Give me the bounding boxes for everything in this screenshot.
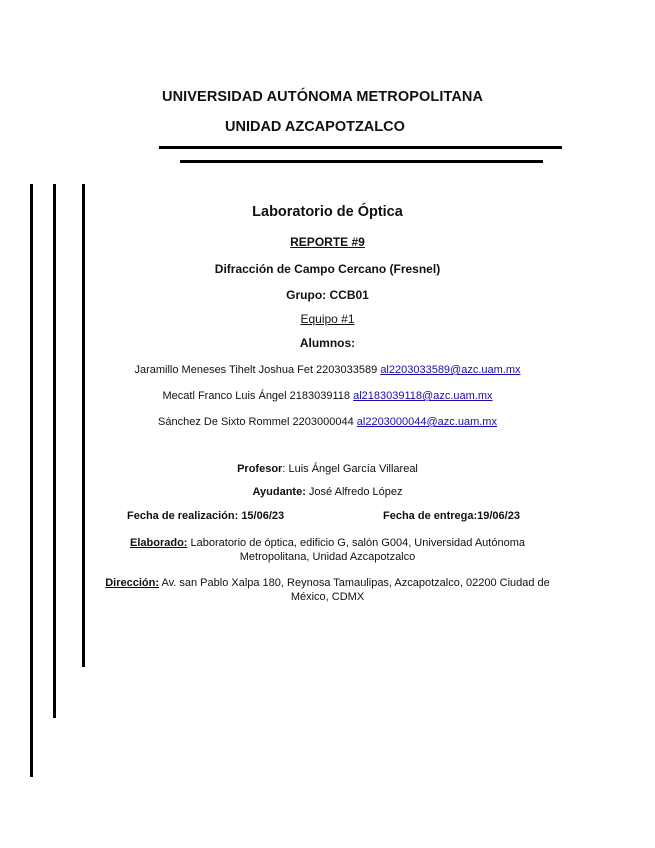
header-rule-bottom xyxy=(180,160,543,163)
team-label: Equipo #1 xyxy=(300,312,355,326)
lab-title: Laboratorio de Óptica xyxy=(252,204,403,220)
student-row xyxy=(0,416,655,428)
university-name: UNIVERSIDAD AUTÓNOMA METROPOLITANA xyxy=(162,89,484,105)
student-email-link[interactable]: al2203000044@azc.uam.mx xyxy=(356,416,497,428)
professor-label: Profesor xyxy=(237,463,283,475)
group-label: Grupo: CCB01 xyxy=(286,288,369,302)
professor-name: : Luis Ángel García Villareal xyxy=(282,463,418,475)
delivery-date: Fecha de entrega:19/06/23 xyxy=(383,510,520,522)
header-rule-top xyxy=(159,146,562,149)
assistant-line xyxy=(0,486,655,498)
address-text: Av. san Pablo Xalpa 180, Reynosa Tamaulipas, Azcapotzalco, 02200 Ciudad de México, CDMX xyxy=(159,577,550,603)
elaborated-paragraph xyxy=(95,537,560,564)
student-email-link[interactable]: al2183039118@azc.uam.mx xyxy=(353,390,493,402)
realization-date: Fecha de realización: 15/06/23 xyxy=(127,510,285,522)
student-name: Jaramillo Meneses Tihelt Joshua Fet 2203033589 xyxy=(134,364,378,376)
students-heading: Alumnos: xyxy=(299,336,356,350)
assistant-name: José Alfredo López xyxy=(305,486,403,498)
student-row xyxy=(0,364,655,376)
elaborated-label: Elaborado: xyxy=(130,537,188,549)
assistant-label: Ayudante: xyxy=(252,486,306,498)
student-row xyxy=(0,390,655,402)
address-label: Dirección: xyxy=(105,577,159,589)
elaborated-text: Laboratorio de óptica, edificio G, salón G004, Universidad Autónoma Metropolitana, Unidad Azcapotzalco xyxy=(187,537,525,563)
student-name: Mecatl Franco Luis Ángel 2183039118 xyxy=(162,390,351,402)
student-name: Sánchez De Sixto Rommel 2203000044 xyxy=(158,416,354,428)
report-topic: Difracción de Campo Cercano (Fresnel) xyxy=(214,262,441,276)
student-email-link[interactable]: al2203033589@azc.uam.mx xyxy=(380,364,521,376)
professor-line xyxy=(0,463,655,475)
report-number: REPORTE #9 xyxy=(290,235,365,249)
address-paragraph xyxy=(95,577,560,604)
unit-name: UNIDAD AZCAPOTZALCO xyxy=(225,119,405,135)
